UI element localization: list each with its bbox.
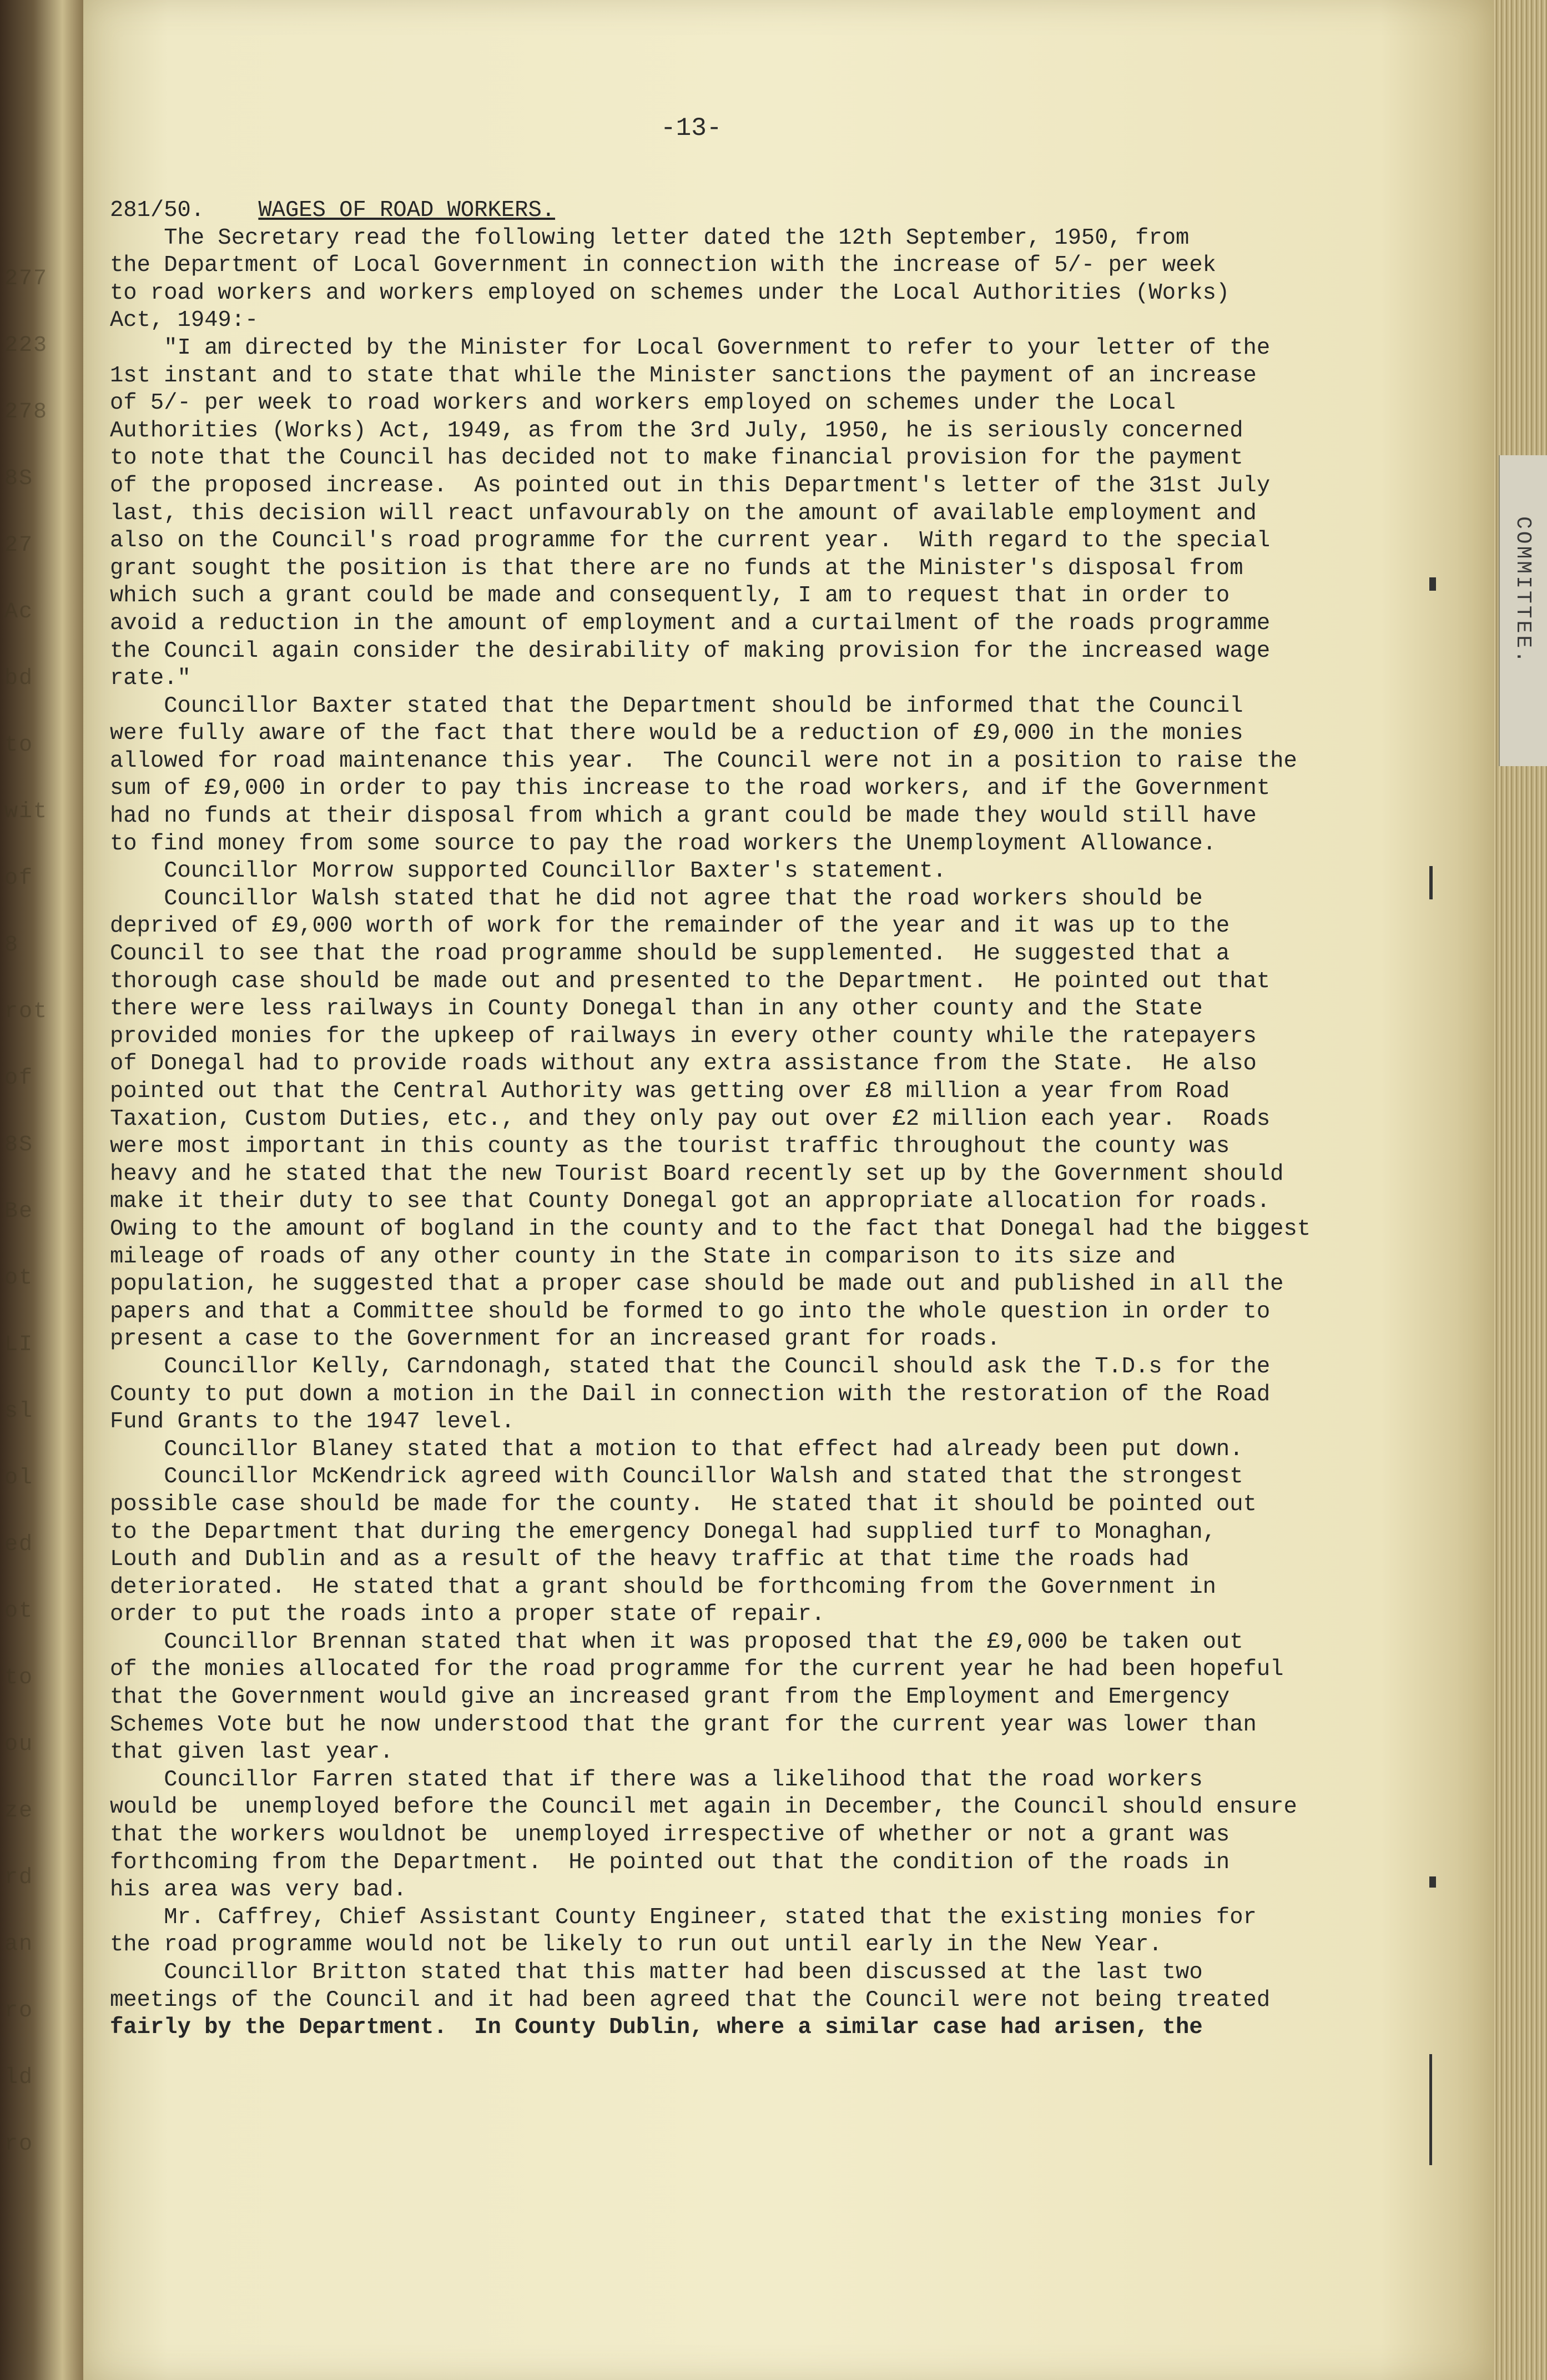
ghost-fragment: sl <box>4 1399 34 1424</box>
text-line: Councillor McKendrick agreed with Councillor Walsh and stated that the strongest <box>110 1464 1243 1490</box>
text-line: had no funds at their disposal from which a grant could be made they would still have <box>110 803 1257 829</box>
text-line: Authorities (Works) Act, 1949, as from the 3rd July, 1950, he is seriously concerned <box>110 417 1243 444</box>
ghost-fragment: rot <box>4 999 48 1024</box>
text-line: avoid a reduction in the amount of employment and a curtailment of the roads programme <box>110 610 1271 636</box>
text-line: of the monies allocated for the road programme for the current year he had been hopeful <box>110 1657 1284 1683</box>
ghost-fragment: 8S <box>4 466 34 491</box>
ghost-fragment: Be <box>4 1199 34 1224</box>
ghost-fragment: of <box>4 1066 34 1091</box>
ghost-fragment: Ac <box>4 600 34 625</box>
text-line: also on the Council's road programme for the current year. With regard to the special <box>110 528 1271 554</box>
text-line: "I am directed by the Minister for Local Government to refer to your letter of the <box>110 335 1271 361</box>
text-line: meetings of the Council and it had been agreed that the Council were not being treated <box>110 1987 1271 2013</box>
text-line: papers and that a Committee should be formed to go into the whole question in order to <box>110 1299 1271 1325</box>
text-line: heavy and he stated that the new Tourist Board recently set up by the Government should <box>110 1161 1284 1187</box>
margin-mark <box>1429 2054 1432 2165</box>
text-line: of Donegal had to provide roads without any extra assistance from the State. He also <box>110 1051 1257 1077</box>
text-line: order to put the roads into a proper state of repair. <box>110 1602 825 1628</box>
text-line: to note that the Council has decided not to make financial provision for the payment <box>110 445 1243 471</box>
ghost-fragment: LI <box>4 1332 34 1357</box>
text-line: population, he suggested that a proper case should be made out and published in all the <box>110 1271 1284 1297</box>
text-line: thorough case should be made out and presented to the Department. He pointed out that <box>110 968 1271 994</box>
text-line: to the Department that during the emergency Donegal had supplied turf to Monaghan, <box>110 1519 1216 1545</box>
ghost-fragment: 27 <box>4 533 34 558</box>
text-line: Act, 1949:- <box>110 308 259 334</box>
ghost-fragment: to <box>4 1666 34 1690</box>
text-line: County to put down a motion in the Dail in connection with the restoration of the Road <box>110 1381 1271 1407</box>
text-line: of the proposed increase. As pointed out in this Department's letter of the 31st July <box>110 472 1271 499</box>
text-line: Mr. Caffrey, Chief Assistant County Engineer, stated that the existing monies for <box>110 1904 1257 1930</box>
text-line: Council to see that the road programme should be supplemented. He suggested that a <box>110 941 1230 967</box>
text-line: The Secretary read the following letter dated the 12th September, 1950, from <box>110 225 1190 251</box>
text-line: Fund Grants to the 1947 level. <box>110 1409 515 1435</box>
text-line: 1st instant and to state that while the Minister sanctions the payment of an increase <box>110 363 1257 389</box>
text-line: Councillor Morrow supported Councillor Baxter's statement. <box>110 858 946 884</box>
ghost-fragment: ed <box>4 1532 34 1557</box>
ghost-fragment: 8S <box>4 1133 34 1158</box>
ghost-fragment: ol <box>4 1466 34 1491</box>
text-line: Schemes Vote but he now understood that the grant for the current year was lower than <box>110 1712 1257 1738</box>
ghost-fragment: ot <box>4 1266 34 1291</box>
text-line: that the Government would give an increased grant from the Employment and Emergency <box>110 1684 1230 1710</box>
margin-mark <box>1429 866 1433 899</box>
text-line: Councillor Britton stated that this matter had been discussed at the last two <box>110 1960 1203 1985</box>
text-line: Councillor Brennan stated that when it was proposed that the £9,000 be taken out <box>110 1629 1243 1655</box>
text-line: that given last year. <box>110 1739 394 1765</box>
text-line: Louth and Dublin and as a result of the heavy traffic at that time the roads had <box>110 1547 1190 1573</box>
section-heading <box>110 197 1331 225</box>
ghost-fragment: ot <box>4 1599 34 1624</box>
ghost-fragment: 277 <box>4 266 48 291</box>
document-body <box>110 197 1331 2042</box>
ghost-fragment: 8 <box>4 933 19 958</box>
text-line: sum of £9,000 in order to pay this increase to the road workers, and if the Government <box>110 776 1271 802</box>
ghost-fragment: ou <box>4 1732 34 1757</box>
text-line: Councillor Baxter stated that the Department should be informed that the Council <box>110 693 1243 719</box>
text-line: fairly by the Department. In County Dublin, where a similar case had arisen, the <box>110 2015 1203 2041</box>
ghost-fragment: rd <box>4 1865 34 1890</box>
text-line: pointed out that the Central Authority was getting over £8 million a year from Road <box>110 1079 1230 1104</box>
ghost-fragment: of <box>4 866 34 891</box>
text-line: which such a grant could be made and consequently, I am to request that in order to <box>110 583 1230 609</box>
ghost-fragment: ld <box>4 2065 34 2090</box>
ghost-fragment: 278 <box>4 400 48 425</box>
text-line: his area was very bad. <box>110 1877 407 1903</box>
text-line: to road workers and workers employed on schemes under the Local Authorities (Works) <box>110 280 1230 306</box>
margin-mark <box>1429 577 1436 591</box>
ghost-fragment: wit <box>4 799 48 824</box>
text-line: grant sought the position is that there are no funds at the Minister's disposal from <box>110 555 1243 581</box>
text-line: make it their duty to see that County Donegal got an appropriate allocation for roads. <box>110 1189 1271 1215</box>
text-line: Taxation, Custom Duties, etc., and they only pay out over £2 million each year. Roads <box>110 1106 1271 1132</box>
ghost-fragment: ze <box>4 1799 34 1824</box>
text-line: present a case to the Government for an increased grant for roads. <box>110 1326 1001 1352</box>
ghost-fragment: an <box>4 1932 34 1957</box>
text-line: Owing to the amount of bogland in the county and to the fact that Donegal had the biggest <box>110 1216 1311 1242</box>
text-line: last, this decision will react unfavourably on the amount of available employment and <box>110 500 1257 526</box>
text-line: there were less railways in County Donegal than in any other county and the State <box>110 996 1203 1022</box>
text-line: the Council again consider the desirability of making provision for the increased wage <box>110 638 1271 664</box>
index-tab-label: COMMITTEE. <box>1511 516 1535 666</box>
page-stack-edge <box>1493 0 1547 2380</box>
text-line: rate." <box>110 666 191 692</box>
page-number: -13- <box>661 114 722 143</box>
ghost-fragment: 223 <box>4 333 48 358</box>
ghost-fragment: to <box>4 733 34 758</box>
text-line: would be unemployed before the Council met again in December, the Council should ensure <box>110 1794 1297 1820</box>
ghost-fragment: ro <box>4 1999 34 2024</box>
text-line: forthcoming from the Department. He pointed out that the condition of the roads in <box>110 1849 1230 1875</box>
text-line: provided monies for the upkeep of railways in every other county while the ratepayers <box>110 1023 1257 1049</box>
text-line: of 5/- per week to road workers and workers employed on schemes under the Local <box>110 390 1176 416</box>
text-line: deteriorated. He stated that a grant should be forthcoming from the Government in <box>110 1574 1216 1600</box>
text-line: deprived of £9,000 worth of work for the remainder of the year and it was up to the <box>110 913 1230 939</box>
text-line: were fully aware of the fact that there would be a reduction of £9,000 in the monies <box>110 721 1243 747</box>
text-line: Councillor Farren stated that if there was a likelihood that the road workers <box>110 1767 1203 1793</box>
text-line: mileage of roads of any other county in the State in comparison to its size and <box>110 1244 1176 1270</box>
text-line: possible case should be made for the county. He stated that it should be pointed out <box>110 1491 1257 1517</box>
ghost-fragment: ro <box>4 2132 34 2157</box>
text-line: Councillor Walsh stated that he did not agree that the road workers should be <box>110 885 1203 912</box>
section-title: WAGES OF ROAD WORKERS. <box>258 198 556 223</box>
margin-mark <box>1429 1876 1436 1888</box>
minute-number: 281/50. <box>110 198 205 223</box>
text-line: Councillor Blaney stated that a motion to that effect had already been put down. <box>110 1436 1243 1462</box>
text-line: to find money from some source to pay the road workers the Unemployment Allowance. <box>110 831 1216 857</box>
text-line: Councillor Kelly, Carndonagh, stated that the Council should ask the T.D.s for the <box>110 1353 1271 1380</box>
ghost-fragment: bd <box>4 666 34 691</box>
text-line: the road programme would not be likely to run out until early in the New Year. <box>110 1932 1162 1958</box>
text-line: that the workers wouldnot be unemployed irrespective of whether or not a grant was <box>110 1822 1230 1848</box>
text-line: allowed for road maintenance this year. The Council were not in a position to raise the <box>110 748 1297 774</box>
text-line: the Department of Local Government in connection with the increase of 5/- per week <box>110 253 1216 279</box>
text-line: were most important in this county as the tourist traffic throughout the county was <box>110 1134 1230 1160</box>
body-text <box>110 225 1331 2042</box>
